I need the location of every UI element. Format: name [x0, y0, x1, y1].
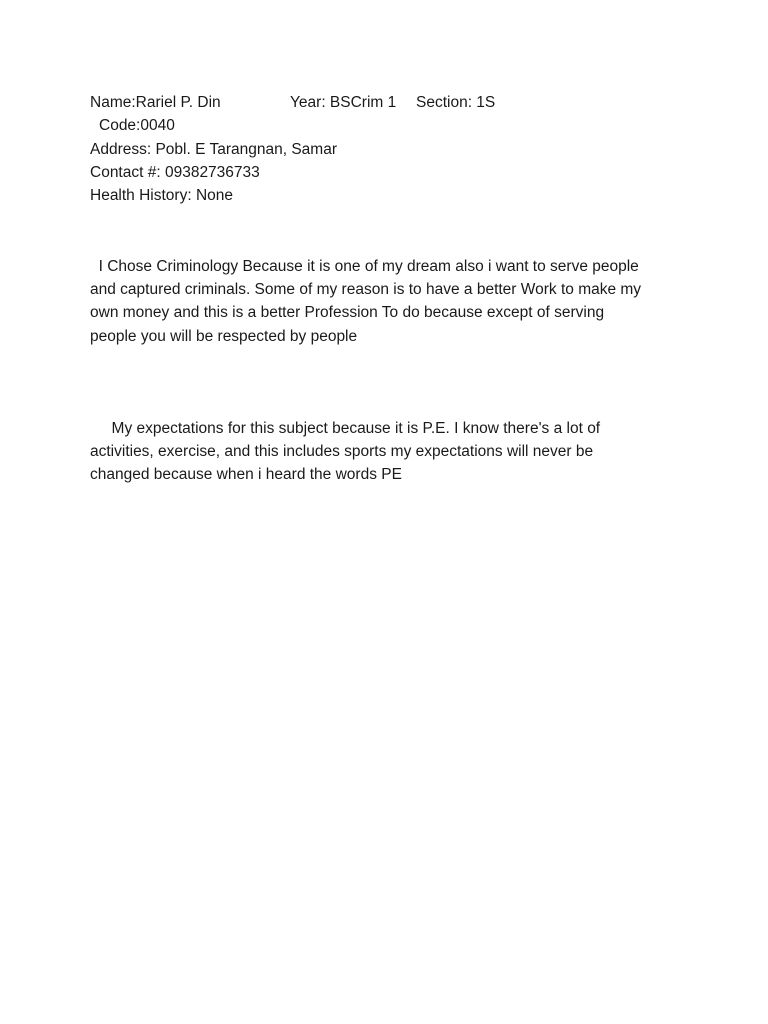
student-health-history: Health History: None	[90, 187, 234, 204]
student-contact: Contact #: 09382736733	[90, 164, 260, 181]
paragraph-line: people you will be respected by people	[90, 327, 358, 345]
student-address: Address: Pobl. E Tarangnan, Samar	[90, 141, 337, 158]
student-code: Code:0040	[99, 117, 175, 134]
paragraph-line: I Chose Criminology Because it is one of my dream also i want to serve people	[90, 258, 639, 275]
paragraph-line: and captured criminals. Some of my reason is to have a better Work to make my	[90, 281, 642, 299]
paragraph-line: activities, exercise, and this includes sports my expectations will never be	[90, 443, 594, 461]
paragraph-expectations	[90, 417, 680, 487]
student-name: Name:Rariel P. Din	[90, 94, 221, 111]
student-section: Section: 1S	[416, 94, 496, 111]
paragraph-line: My expectations for this subject because it is P.E. I know there's a lot of	[90, 420, 601, 437]
student-year: Year: BSCrim 1	[290, 94, 397, 111]
paragraph-criminology-reason	[90, 255, 680, 348]
paragraph-line: changed because when i heard the words PE	[90, 466, 402, 484]
paragraph-line: own money and this is a better Profession To do because except of serving	[90, 304, 605, 322]
